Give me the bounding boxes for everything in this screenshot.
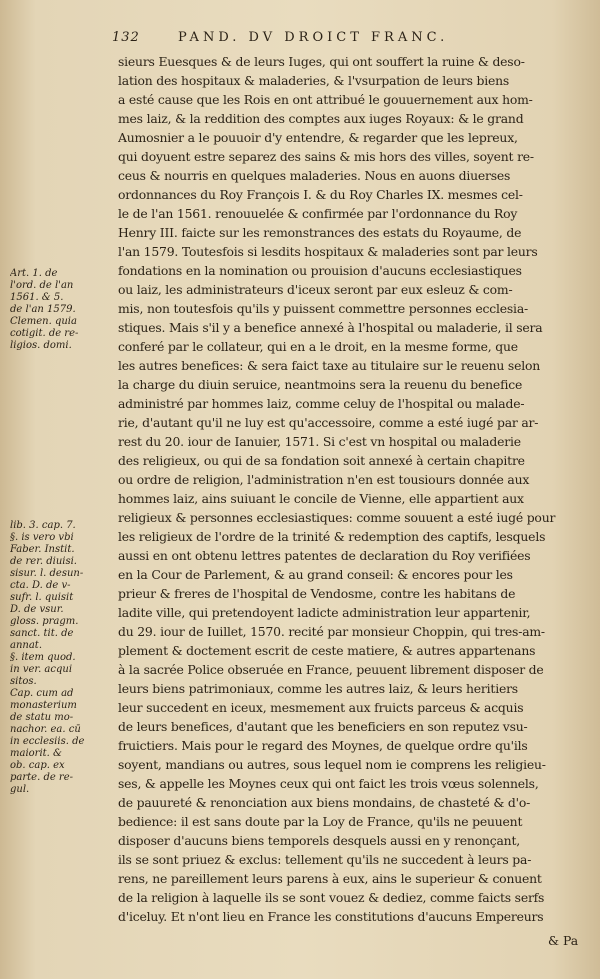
text-line: Aumosnier a le pouuoir d'y entendre, & regarder que les lepreux, (118, 130, 518, 145)
margin-note (10, 352, 110, 364)
margin-note: annat. (10, 640, 43, 651)
page-number: 132 (112, 30, 140, 45)
margin-note: Faber. Instit. (10, 544, 75, 555)
text-line: à la sacrée Police obseruée en France, peuuent librement disposer de (118, 662, 544, 677)
text-line: des religieux, ou qui de sa fondation soit annexé à certain chapitre (118, 453, 525, 468)
text-line: de la religion à laquelle ils se sont vouez & dediez, comme faicts serfs (118, 890, 545, 905)
text-line: ladite ville, qui pretendoyent ladicte administration leur appartenir, (118, 605, 531, 620)
margin-note: parte. de re- (10, 772, 74, 783)
text-line: ou laiz, les administrateurs d'iceux seront par eux esleuz & com- (118, 282, 513, 297)
margin-note: in ver. acqui (10, 664, 73, 675)
margin-note: §. item quod. (10, 652, 76, 663)
text-line: en la Cour de Parlement, & au grand conseil: & encores pour les (118, 567, 513, 582)
text-line: ses, & appelle les Moynes ceux qui ont faict les trois vœus solennels, (118, 776, 539, 791)
text-line: rest du 20. iour de Ianuier, 1571. Si c'est vn hospital ou maladerie (118, 434, 521, 449)
margin-note (10, 364, 110, 376)
text-line: mis, non toutesfois qu'ils y puissent commettre personnes ecclesia- (118, 301, 528, 316)
text-line: soyent, mandians ou autres, sous lequel nom ie comprens les religieu- (118, 757, 546, 772)
text-line: du 29. iour de Iuillet, 1570. recité par monsieur Choppin, qui tres-am- (118, 624, 545, 639)
text-line: la charge du diuin seruice, neantmoins sera la reuenu du benefice (118, 377, 523, 392)
catchword: & Pa (548, 933, 579, 948)
margin-note: Art. 1. de (10, 268, 58, 279)
margin-note (10, 496, 110, 508)
margin-note (10, 460, 110, 472)
margin-note: lib. 3. cap. 7. (10, 520, 76, 531)
text-line: d'iceluy. Et n'ont lieu en France les constitutions d'aucuns Empereurs (118, 909, 544, 924)
margin-note: l'ord. de l'an (10, 280, 74, 291)
margin-note: de rer. diuisi. (10, 556, 77, 567)
text-line: religieux & personnes ecclesiastiques: comme souuent a esté iugé pour (118, 510, 556, 525)
text-line: hommes laiz, ains suiuant le concile de Vienne, elle appartient aux (118, 491, 524, 506)
margin-note: sufr. l. quisit (10, 592, 74, 603)
text-line: leurs biens patrimoniaux, comme les autres laiz, & leurs heritiers (118, 681, 518, 696)
text-line: disposer d'aucuns biens temporels desquels aussi en y renonçant, (118, 833, 520, 848)
text-line: de pauureté & renonciation aux biens mondains, de chasteté & d'o- (118, 795, 531, 810)
text-line: ou ordre de religion, l'administration n'en est tousiours donnée aux (118, 472, 530, 487)
margin-note: D. de vsur. (10, 604, 64, 615)
margin-note: gul. (10, 784, 30, 795)
margin-note: in ecclesiis. de (10, 736, 85, 747)
margin-note: sitos. (10, 676, 37, 687)
margin-note (10, 424, 110, 436)
margin-note (10, 400, 110, 412)
margin-note (10, 376, 110, 388)
text-line: stiques. Mais s'il y a benefice annexé à l'hospital ou maladerie, il sera (118, 320, 543, 335)
text-line: les autres benefices: & sera faict taxe au titulaire sur le reuenu selon (118, 358, 541, 373)
margin-note (10, 508, 110, 520)
margin-note: Cap. cum ad (10, 688, 74, 699)
text-line: rens, ne pareillement leurs parens à eux, ains le superieur & conuent (118, 871, 542, 886)
margin-note: ob. cap. ex (10, 760, 65, 771)
margin-note (10, 472, 110, 484)
margin-notes (10, 268, 110, 796)
text-line: a esté cause que les Rois en ont attribué le gouuernement aux hom- (118, 92, 533, 107)
text-line: l'an 1579. Toutesfois si lesdits hospitaux & maladeries sont par leurs (118, 244, 538, 259)
text-line: ils se sont priuez & exclus: tellement qu'ils ne succedent à leurs pa- (118, 852, 532, 867)
text-line: aussi en ont obtenu lettres patentes de declaration du Roy verifiées (118, 548, 531, 563)
text-line: conferé par le collateur, qui en a le droit, en la mesme forme, que (118, 339, 518, 354)
margin-note (10, 388, 110, 400)
margin-note: gloss. pragm. (10, 616, 79, 627)
margin-note (10, 484, 110, 496)
margin-note: maiorit. & (10, 748, 62, 759)
margin-note: 1561. & 5. (10, 292, 64, 303)
body-text (118, 52, 586, 926)
text-line: mes laiz, & la reddition des comptes aux iuges Royaux: & le grand (118, 111, 524, 126)
margin-note: Clemen. quia (10, 316, 77, 327)
margin-note: de l'an 1579. (10, 304, 76, 315)
margin-note (10, 448, 110, 460)
text-line: administré par hommes laiz, comme celuy de l'hospital ou malade- (118, 396, 525, 411)
text-line: de leurs benefices, d'autant que les beneficiers en son reputez vsu- (118, 719, 528, 734)
text-line: Henry III. faicte sur les remonstrances des estats du Royaume, de (118, 225, 522, 240)
margin-note: monasterium (10, 700, 77, 711)
margin-note: sisur. l. desun- (10, 568, 84, 579)
text-line: ceus & nourris en quelques maladeries. Nous en auons diuerses (118, 168, 511, 183)
text-line: lation des hospitaux & maladeries, & l'vsurpation de leurs biens (118, 73, 510, 88)
text-line: prieur & freres de l'hospital de Vendosme, contre les habitans de (118, 586, 516, 601)
text-line: rie, d'autant qu'il ne luy est qu'accessoire, comme a esté iugé par ar- (118, 415, 539, 430)
text-line: sieurs Euesques & de leurs Iuges, qui ont souffert la ruine & deso- (118, 54, 525, 69)
margin-note: §. is vero vbi (10, 532, 74, 543)
running-head: PAND. DV DROICT FRANC. (178, 30, 449, 45)
margin-note: nachor. ea. cū (10, 724, 81, 735)
text-line: qui doyuent estre separez des sains & mis hors des villes, soyent re- (118, 149, 534, 164)
margin-note: cotigit. de re- (10, 328, 79, 339)
text-line: fondations en la nomination ou prouision d'aucuns ecclesiastiques (118, 263, 522, 278)
margin-note: de statu mo- (10, 712, 74, 723)
margin-note (10, 436, 110, 448)
margin-note (10, 412, 110, 424)
text-line: les religieux de l'ordre de la trinité & redemption des captifs, lesquels (118, 529, 546, 544)
text-line: bedience: il est sans doute par la Loy de France, qu'ils ne peuuent (118, 814, 523, 829)
text-line: ordonnances du Roy François I. & du Roy Charles IX. mesmes cel- (118, 187, 523, 202)
text-line: le de l'an 1561. renouuelée & confirmée par l'ordonnance du Roy (118, 206, 518, 221)
margin-note: sanct. tit. de (10, 628, 74, 639)
text-line: leur succedent en iceux, mesmement aux fruicts parceus & acquis (118, 700, 524, 715)
text-line: plement & doctement escrit de ceste matiere, & autres appartenans (118, 643, 536, 658)
page-header (108, 30, 580, 50)
margin-note: ligios. domi. (10, 340, 72, 351)
margin-note: cta. D. de v- (10, 580, 71, 591)
text-line: fruictiers. Mais pour le regard des Moynes, de quelque ordre qu'ils (118, 738, 528, 753)
